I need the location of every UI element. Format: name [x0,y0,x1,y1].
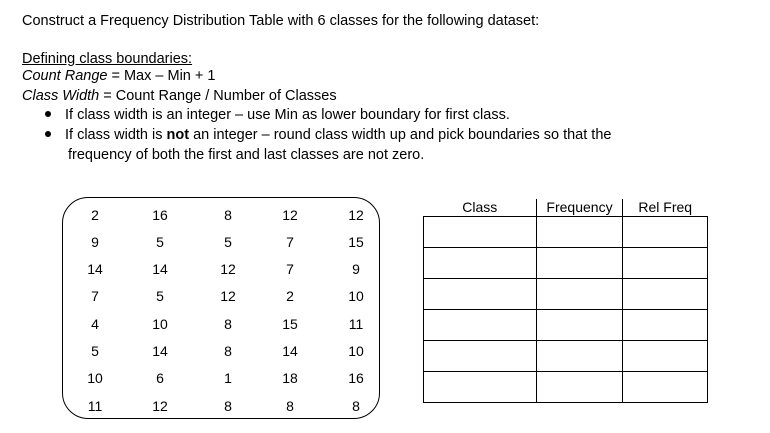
dataset-value: 7 [286,234,294,250]
dataset-value: 15 [282,316,298,332]
header-frequency: Frequency [537,199,623,217]
table-cell[interactable] [537,310,623,341]
table-cell[interactable] [537,248,623,279]
table-cell[interactable] [424,310,537,341]
class-width-formula: = Count Range / Number of Classes [99,88,337,104]
bullet-1 [45,107,510,124]
table-cell[interactable] [623,310,708,341]
table-row [424,279,708,310]
dataset-value: 8 [352,398,360,414]
bullet-dot [45,131,51,137]
dataset-value: 12 [220,261,236,277]
dataset-value: 12 [348,207,364,223]
table-row [424,217,708,248]
class-width-line [22,88,337,105]
dataset-value: 10 [348,343,364,359]
dataset-value: 2 [286,288,294,304]
table-cell[interactable] [537,279,623,310]
dataset-value: 8 [224,343,232,359]
count-range-label: Count Range [22,68,108,84]
dataset-value: 8 [286,398,294,414]
dataset-value: 9 [91,234,99,250]
dataset-value: 4 [91,316,99,332]
table-row [424,372,708,403]
dataset-value: 5 [156,234,164,250]
dataset-value: 5 [224,234,232,250]
table-cell[interactable] [537,372,623,403]
table-cell[interactable] [424,217,537,248]
dataset-value: 16 [152,207,168,223]
dataset-value: 7 [286,261,294,277]
table-cell[interactable] [424,248,537,279]
dataset-value: 5 [91,343,99,359]
table-cell[interactable] [623,372,708,403]
bullet-2-post: an integer – round class width up and pick boundaries so that the [189,127,612,143]
table-cell[interactable] [424,341,537,372]
dataset-value: 14 [282,343,298,359]
dataset-value: 10 [152,316,168,332]
dataset-value: 2 [91,207,99,223]
dataset-value: 16 [348,370,364,386]
dataset-value: 11 [87,398,103,414]
frequency-table [423,199,708,403]
table-cell[interactable] [623,217,708,248]
bullet-2-bold: not [166,127,190,143]
dataset-value: 14 [152,343,168,359]
dataset-value: 11 [348,316,364,332]
dataset-value: 7 [91,288,99,304]
dataset-value: 14 [152,261,168,277]
dataset-value: 14 [87,261,103,277]
dataset-value: 15 [348,234,364,250]
dataset-value: 8 [224,398,232,414]
table-row [424,310,708,341]
bullet-1-text: If class width is an integer – use Min as lower boundary for first class. [65,107,510,123]
header-rel-freq: Rel Freq [623,199,708,217]
dataset-value: 12 [152,398,168,414]
table-cell[interactable] [537,341,623,372]
count-range-formula: = Max – Min + 1 [107,68,216,84]
bullet-dot [45,111,51,117]
dataset-value: 12 [282,207,298,223]
dataset-value: 1 [224,370,232,386]
table-cell[interactable] [623,341,708,372]
bullet-2-pre: If class width is [65,127,167,143]
table-row [424,248,708,279]
dataset-value: 8 [224,207,232,223]
header-class: Class [424,199,537,217]
table-cell[interactable] [623,279,708,310]
bullet-2 [45,127,611,144]
bullet-2-continuation: frequency of both the first and last classes are not zero. [68,147,425,163]
table-row [424,341,708,372]
dataset-value: 10 [348,288,364,304]
table-cell[interactable] [623,248,708,279]
dataset-value: 12 [220,288,236,304]
instruction-text: Construct a Frequency Distribution Table with 6 classes for the following dataset: [22,13,540,29]
dataset-value: 18 [282,370,298,386]
table-cell[interactable] [537,217,623,248]
dataset-value: 6 [156,370,164,386]
table-cell[interactable] [424,372,537,403]
defining-heading: Defining class boundaries: [22,51,193,67]
count-range-line [22,68,215,85]
dataset-value: 5 [156,288,164,304]
dataset-value: 9 [352,261,360,277]
class-width-label: Class Width [22,88,100,104]
dataset-value: 10 [87,370,103,386]
dataset-value: 8 [224,316,232,332]
table-cell[interactable] [424,279,537,310]
